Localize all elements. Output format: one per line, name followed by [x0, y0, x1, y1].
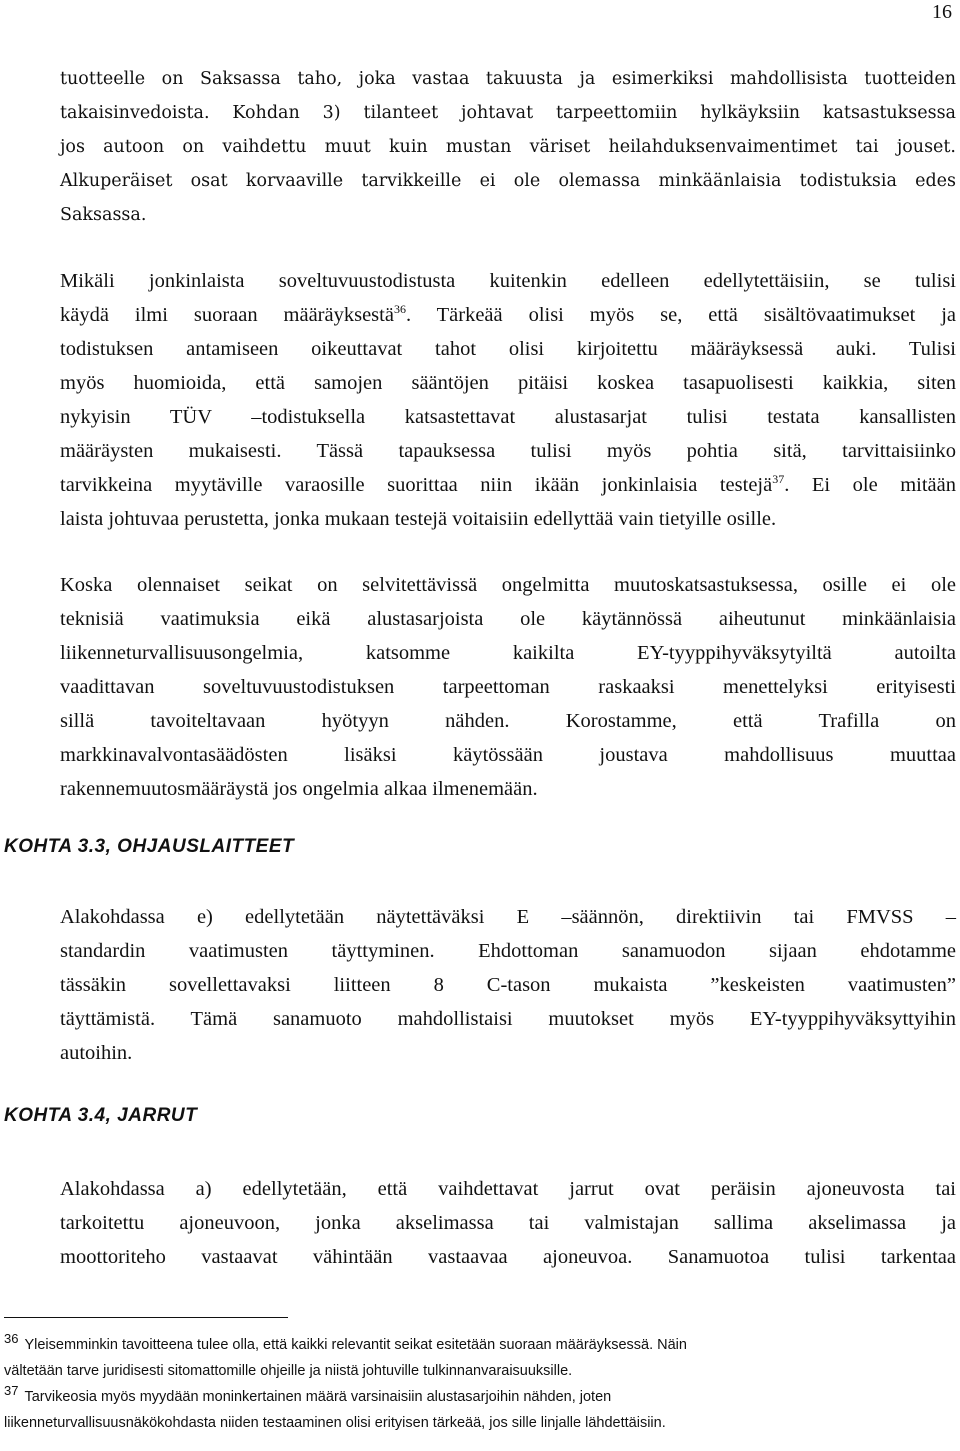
paragraph-line: rakennemuutosmääräystä jos ongelmia alkaa ilmenemään.	[60, 778, 538, 800]
footnote-text: Tarvikeosia myös myydään moninkertainen määrä varsinaisiin alustasarjoihin nähden, joten	[24, 1389, 612, 1405]
paragraph-line: todistuksen antamiseen oikeuttavat tahot olisi kirjoitettu määräyksessä auki. Tulisi	[60, 338, 956, 360]
paragraph-muutoskatsastus	[60, 568, 956, 806]
paragraph-line: tarkoitettu ajoneuvoon, jonka akselimassa tai valmistajan sallima akselimassa ja	[60, 1212, 956, 1234]
footnote-separator	[4, 1317, 288, 1318]
footnotes	[4, 1332, 956, 1436]
paragraph-line: liikenneturvallisuusongelmia, katsomme kaikilta EY-tyyppihyväksytyiltä autoilta	[60, 642, 956, 664]
paragraph-line: takaisinvedoista. Kohdan 3) tilanteet johtavat tarpeettomiin hylkäyksiin katsastuksessa	[60, 103, 956, 123]
line-text: . Ei ole mitään	[784, 474, 956, 496]
paragraph-line: täyttämistä. Tämä sanamuoto mahdollistaisi muutokset myös EY-tyyppihyväksyttyihin	[60, 1008, 956, 1030]
paragraph-line: laista johtuvaa perustetta, jonka mukaan testejä voitaisiin edellyttää vain tietyille osille.	[60, 508, 777, 530]
line-text: . Tärkeää olisi myös se, että sisältövaatimukset ja	[405, 304, 956, 326]
footnote-37	[4, 1384, 956, 1410]
page-number: 16	[932, 1, 952, 23]
footnote-number: 37	[4, 1383, 19, 1399]
footnote-ref-37: 37	[772, 472, 785, 487]
paragraph-line: sillä tavoiteltavaan hyötyyn nähden. Korostamme, että Trafilla on	[60, 710, 956, 732]
line-text: tarvikkeina myytäville varaosille suorittaa niin ikään jonkinlaisia testejä	[60, 474, 773, 496]
paragraph-line	[60, 468, 956, 502]
paragraph-line: Saksassa.	[60, 205, 147, 225]
footnote-ref-36: 36	[393, 302, 406, 317]
paragraph-soveltuvuustodistus	[60, 264, 956, 536]
paragraph-line: teknisiä vaatimuksia eikä alustasarjoista ole käytännössä aiheutunut minkäänlaisia	[60, 608, 956, 630]
paragraph-ohjauslaitteet	[60, 900, 956, 1070]
footnote-text: Yleisemminkin tavoitteena tulee olla, että kaikki relevantit seikat esitetään suoraan määräyksessä. Näin	[24, 1337, 687, 1353]
paragraph-line: Alakohdassa a) edellytetään, että vaihdettavat jarrut ovat peräisin ajoneuvosta tai	[60, 1178, 956, 1200]
footnote-36	[4, 1332, 956, 1358]
paragraph-line: myös huomioida, että samojen sääntöjen pitäisi koskea tasapuolisesti kaikkia, siten	[60, 372, 956, 394]
document-body	[60, 62, 956, 806]
paragraph-line: tuotteelle on Saksassa taho, joka vastaa takuusta ja esimerkiksi mahdollisista tuotteiden	[60, 69, 956, 89]
footnote-number: 36	[4, 1331, 19, 1347]
paragraph-line: autoihin.	[60, 1042, 133, 1064]
paragraph-line: nykyisin TÜV –todistuksella katsastettavat alustasarjat tulisi testata kansallisten	[60, 406, 956, 428]
paragraph-line: Alakohdassa e) edellytetään näytettäväksi E –säännön, direktiivin tai FMVSS –	[60, 906, 956, 928]
footnote-36-continued: vältetään tarve juridisesti sitomattomille ohjeille ja niistä johtuville tulkinnanvaraisuuksille.	[4, 1363, 573, 1379]
paragraph-line: määräysten mukaisesti. Tässä tapauksessa tulisi myös pohtia sitä, tarvittaisiinko	[60, 440, 956, 462]
paragraph-line: Mikäli jonkinlaista soveltuvuustodistusta kuitenkin edelleen edellytettäisiin, se tulisi	[60, 270, 956, 292]
paragraph-line: tässäkin sovellettavaksi liitteen 8 C-tason mukaista ”keskeisten vaatimusten”	[60, 974, 956, 996]
paragraph-line: Alkuperäiset osat korvaaville tarvikkeille ei ole olemassa minkäänlaisia todistuksia edes	[60, 171, 956, 191]
paragraph-jarrut	[60, 1172, 956, 1274]
line-text: käydä ilmi suoraan määräyksestä	[60, 304, 394, 326]
paragraph-line: jos autoon on vaihdettu muut kuin mustan väriset heilahduksenvaimentimet tai jouset.	[60, 137, 956, 157]
paragraph-line: moottoriteho vastaavat vähintään vastaavaa ajoneuvoa. Sanamuotoa tulisi tarkentaa	[60, 1246, 956, 1268]
intro-paragraph	[60, 62, 956, 232]
paragraph-line: Koska olennaiset seikat on selvitettävissä ongelmitta muutoskatsastuksessa, osille ei ole	[60, 574, 956, 596]
section-heading-ohjauslaitteet: KOHTA 3.3, OHJAUSLAITTEET	[4, 836, 295, 857]
section-heading-jarrut: KOHTA 3.4, JARRUT	[4, 1105, 198, 1126]
paragraph-line: vaadittavan soveltuvuustodistuksen tarpeettoman raskaaksi menettelyksi erityisesti	[60, 676, 956, 698]
paragraph-line: markkinavalvontasäädösten lisäksi käytössään joustava mahdollisuus muuttaa	[60, 744, 956, 766]
paragraph-line	[60, 298, 956, 332]
paragraph-line: standardin vaatimusten täyttyminen. Ehdottoman sanamuodon sijaan ehdotamme	[60, 940, 956, 962]
footnote-37-continued: liikenneturvallisuusnäkökohdasta niiden testaaminen olisi erityisen tärkeää, jos sille linjalle lähdettäisiin.	[4, 1415, 666, 1431]
